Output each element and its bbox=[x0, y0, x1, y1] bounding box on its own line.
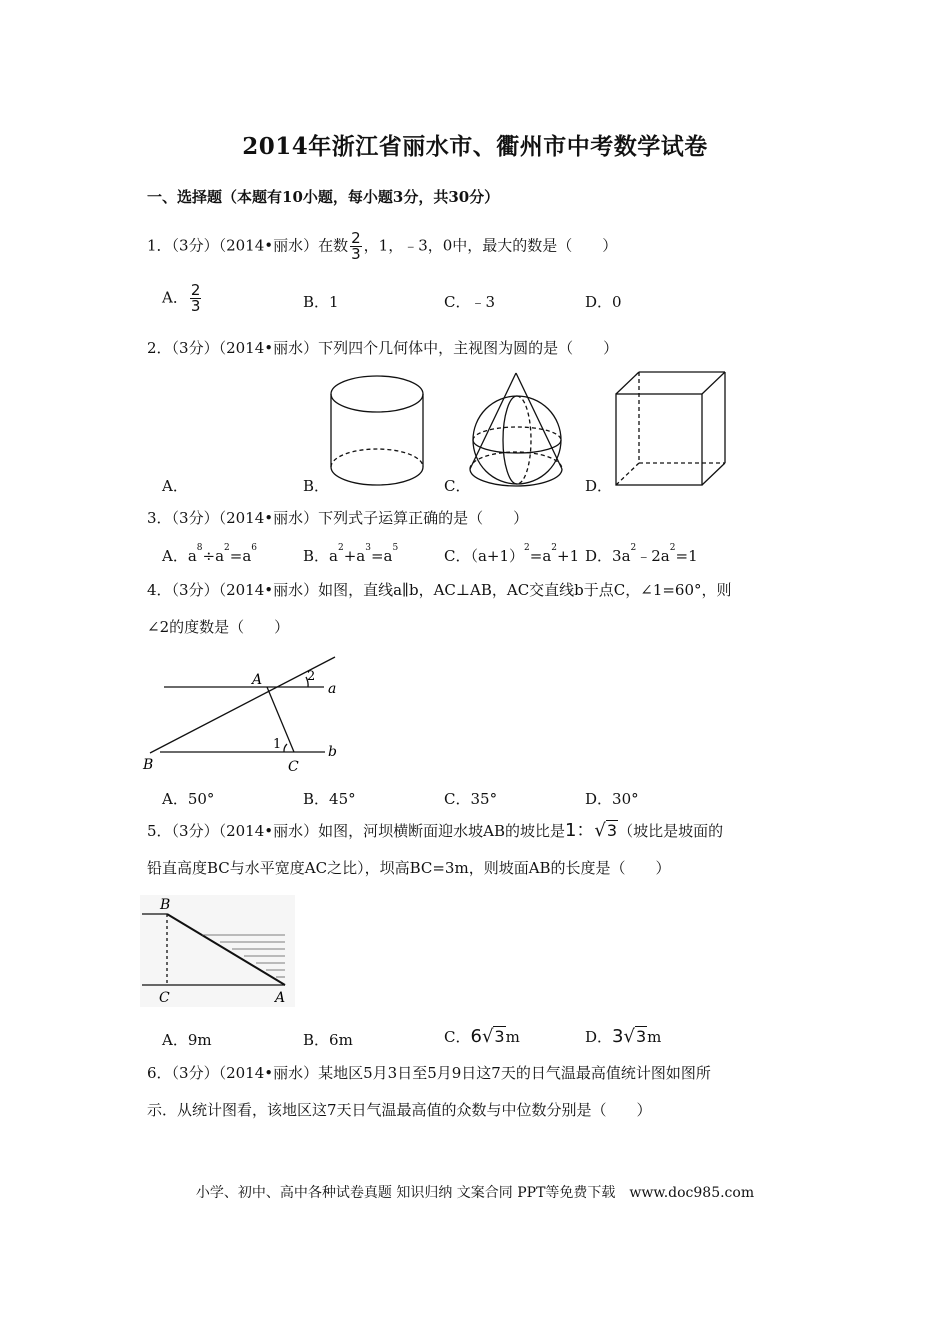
q5-line1-prefix: 5．（3分）（2014•丽水）如图，河坝横断面迎水坡AB的坡比是 bbox=[147, 822, 565, 840]
q3-a-t2: ÷a bbox=[202, 547, 225, 565]
q4-angle-1: 1 bbox=[273, 737, 282, 752]
q3-d-t1: 3a bbox=[612, 547, 631, 565]
q3-c-label: C． bbox=[444, 547, 471, 565]
question-5-line-2: 铅直高度BC与水平宽度AC之比），坝高BC=3m，则坡面AB的长度是（ ） bbox=[147, 859, 671, 877]
q3-d-e1: 2 bbox=[630, 543, 637, 553]
q3-option-c bbox=[444, 545, 579, 566]
q5-c-label: C． bbox=[444, 1028, 471, 1046]
question-6-line-2: 示．从统计图看，该地区这7天日气温最高值的众数与中位数分别是（ ） bbox=[147, 1101, 652, 1119]
q1-frac-den: 3 bbox=[351, 245, 361, 263]
q3-b-label: B． bbox=[303, 547, 330, 565]
q4-label-b: b bbox=[328, 744, 337, 760]
q3-d-e2: 2 bbox=[669, 543, 676, 553]
page-title: 2014年浙江省丽水市、衢州市中考数学试卷 bbox=[242, 133, 708, 160]
q4-angle-2: 2 bbox=[307, 669, 316, 684]
q5-option-d bbox=[585, 1026, 661, 1047]
q5-line1-suffix: （坡比是坡面的 bbox=[618, 822, 724, 840]
q3-a-e1: 8 bbox=[196, 543, 203, 553]
q5-option-c bbox=[444, 1026, 520, 1047]
cylinder-figure bbox=[331, 376, 423, 485]
q5-d-label: D． bbox=[585, 1028, 613, 1046]
page-footer: 小学、初中、高中各种试卷真题 知识归纳 文案合同 PPT等免费下载 www.doc985.com bbox=[195, 1185, 755, 1201]
q2-option-b-label: B． bbox=[303, 477, 330, 495]
q3-option-b bbox=[303, 545, 398, 566]
q5-label-B: B bbox=[160, 897, 171, 913]
q3-d-t3: =1 bbox=[675, 547, 698, 565]
q5-d-coef: 3 bbox=[612, 1026, 624, 1047]
q1-option-a-label: A． bbox=[162, 288, 188, 307]
q5-ratio-radicand: 3 bbox=[606, 821, 618, 840]
q5-c-unit: m bbox=[505, 1028, 520, 1046]
q5-d-unit: m bbox=[647, 1028, 662, 1046]
q1-option-a-num: 2 bbox=[190, 281, 201, 299]
section-heading: 一、选择题（本题有10小题，每小题3分，共30分） bbox=[147, 188, 500, 206]
question-5-line-1 bbox=[147, 821, 723, 841]
q3-b-e1: 2 bbox=[337, 543, 344, 553]
q5-c-radicand: 3 bbox=[494, 1027, 505, 1046]
q3-b-t2: +a bbox=[343, 547, 366, 565]
q4-label-B: B bbox=[143, 757, 154, 773]
q3-a-t1: a bbox=[187, 547, 197, 565]
q2-option-c-label: C． bbox=[444, 477, 471, 495]
question-1 bbox=[147, 231, 617, 262]
q4-option-c: C．35° bbox=[444, 790, 498, 808]
q4-figure bbox=[140, 655, 360, 775]
q4-label-A: A bbox=[252, 672, 263, 688]
q5-ratio-prefix: 1： bbox=[564, 820, 595, 841]
q1-suffix: ，1，﹣3，0中，最大的数是（ ） bbox=[363, 236, 618, 255]
q3-c-e1: 2 bbox=[524, 543, 530, 553]
q3-a-e2: 2 bbox=[224, 543, 230, 553]
q3-c-t2: =a bbox=[529, 547, 552, 565]
q4-option-b: B．45° bbox=[303, 790, 356, 808]
q3-b-e3: 5 bbox=[392, 543, 399, 553]
q1-option-d: D．0 bbox=[585, 293, 622, 311]
q3-d-t2: ﹣2a bbox=[636, 547, 670, 565]
q3-c-t3: +1 bbox=[557, 547, 580, 565]
q1-option-b: B．1 bbox=[303, 293, 339, 311]
q3-c-e2: 2 bbox=[551, 543, 558, 553]
q3-d-label: D． bbox=[585, 547, 613, 565]
q3-a-t3: =a bbox=[229, 547, 252, 565]
q5-label-C: C bbox=[159, 990, 170, 1006]
q2-option-d-label: D． bbox=[585, 477, 613, 495]
q5-d-expr: 3√3 bbox=[612, 1026, 647, 1047]
q3-c-t1: （a+1） bbox=[470, 547, 525, 565]
q5-option-a: A．9m bbox=[162, 1031, 212, 1049]
q1-option-a-fraction bbox=[190, 283, 202, 314]
q5-ratio: 1：√3 bbox=[564, 820, 618, 841]
q4-option-a: A．50° bbox=[162, 790, 215, 808]
q1-option-a bbox=[162, 283, 203, 314]
q2-option-a-label: A． bbox=[162, 477, 188, 495]
q5-figure bbox=[140, 895, 300, 1010]
q1-prefix: 1．（3分）（2014•丽水）在数 bbox=[147, 236, 349, 255]
q3-a-e3: 6 bbox=[251, 543, 258, 553]
q4-option-d: D．30° bbox=[585, 790, 639, 808]
q3-b-e2: 3 bbox=[365, 543, 371, 553]
q5-d-radicand: 3 bbox=[635, 1027, 647, 1046]
q3-option-d bbox=[585, 545, 698, 566]
q3-b-t3: =a bbox=[370, 547, 393, 565]
question-6-line-1: 6．（3分）（2014•丽水）某地区5月3日至5月9日这7天的日气温最高值统计图如图所 bbox=[147, 1064, 711, 1082]
q4-label-a: a bbox=[328, 681, 337, 697]
q5-c-expr: 6√3 bbox=[470, 1026, 505, 1047]
q1-frac-num: 2 bbox=[351, 229, 361, 247]
q5-option-b: B．6m bbox=[303, 1031, 353, 1049]
q1-option-a-den: 3 bbox=[190, 297, 201, 315]
q1-option-c: C．﹣3 bbox=[444, 293, 496, 311]
q4-label-C: C bbox=[288, 759, 299, 775]
q3-b-t1: a bbox=[329, 547, 338, 565]
cube-figure bbox=[616, 372, 725, 485]
question-4-line-1: 4．（3分）（2014•丽水）如图，直线a∥b，AC⊥AB，AC交直线b于点C，∠1=60°，则 bbox=[147, 581, 732, 599]
q2-figures bbox=[140, 365, 740, 495]
q3-option-a bbox=[162, 545, 257, 566]
q5-c-coef: 6 bbox=[470, 1026, 482, 1047]
question-2: 2．（3分）（2014•丽水）下列四个几何体中，主视图为圆的是（ ） bbox=[147, 339, 619, 357]
question-4-line-2: ∠2的度数是（ ） bbox=[147, 618, 290, 636]
q3-a-label: A． bbox=[162, 547, 188, 565]
q1-fraction bbox=[350, 231, 362, 262]
question-3: 3．（3分）（2014•丽水）下列式子运算正确的是（ ） bbox=[147, 509, 529, 527]
q5-label-A: A bbox=[275, 990, 286, 1006]
